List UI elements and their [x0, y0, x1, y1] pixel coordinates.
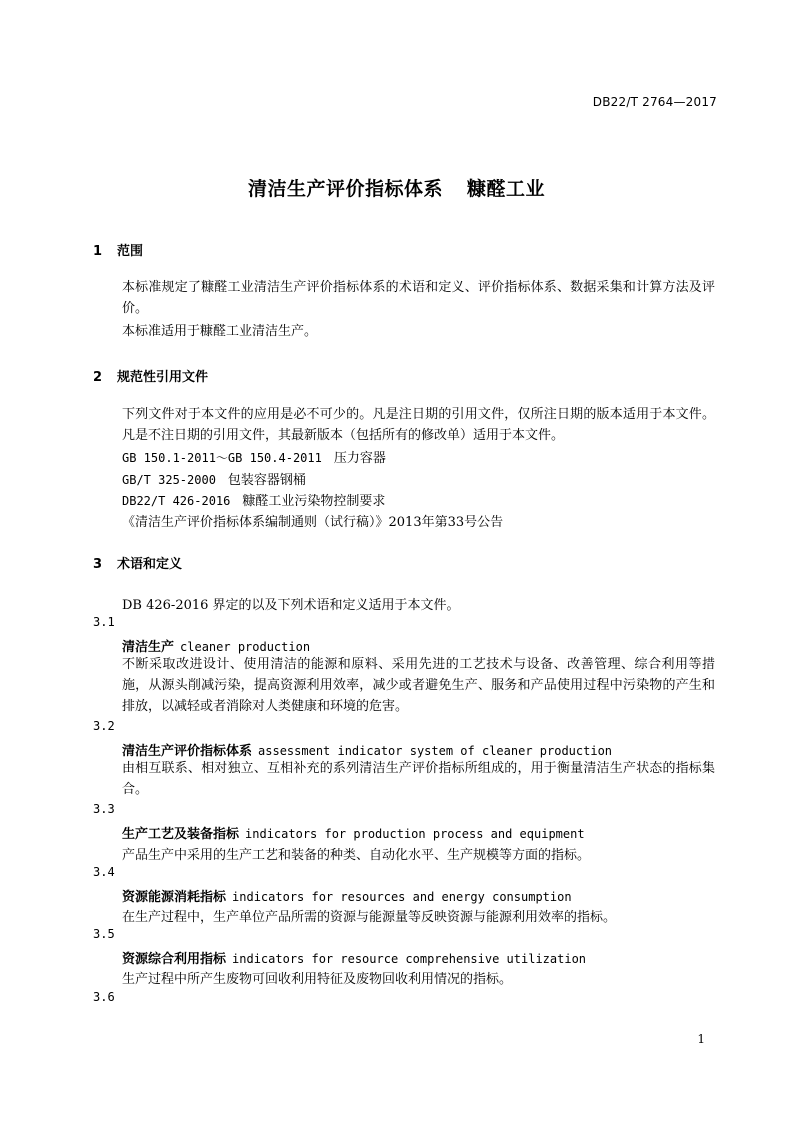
term-definition: 在生产过程中，生产单位产品所需的资源与能源量等反映资源与能源利用效率的指标。: [122, 910, 617, 925]
term-heading: 清洁生产评价指标体系 assessment indicator system of cleaner production: [122, 744, 613, 759]
reference-item: GB/T 325-2000 包装容器钢桶: [122, 473, 306, 488]
section-2-paragraph-1: 下列文件对于本文件的应用是必不可少的。凡是注日期的引用文件，仅所注日期的版本适用于本文件。凡是不注日期的引用文件，其最新版本（包括所有的修改单）适用于本文件。: [122, 407, 715, 443]
section-1-paragraph-1: 本标准规定了糠醛工业清洁生产评价指标体系的术语和定义、评价指标体系、数据采集和计算方法及评价。: [122, 280, 715, 316]
clause-number: 3.3: [93, 802, 115, 816]
clause-number: 3.2: [93, 719, 115, 733]
document-title: [0, 174, 793, 201]
section-1-paragraph-2: 本标准适用于糠醛工业清洁生产。: [122, 324, 318, 339]
reference-item: 《清洁生产评价指标体系编制通则（试行稿）》2013年第33号公告: [122, 515, 504, 530]
section-3-intro: DB 426-2016 界定的以及下列术语和定义适用于本文件。: [122, 598, 460, 613]
term-heading: 生产工艺及装备指标 indicators for production process and equipment: [122, 827, 585, 842]
title-main: 清洁生产评价指标体系: [247, 178, 443, 200]
reference-item: DB22/T 426-2016 糠醛工业污染物控制要求: [122, 494, 386, 509]
clause-number: 3.5: [93, 927, 115, 941]
page-number: 1: [697, 1032, 705, 1046]
clause-number: 3.1: [93, 615, 115, 629]
section-1-heading: 1 范围: [93, 244, 144, 259]
term-definition: 产品生产中采用的生产工艺和装备的种类、自动化水平、生产规模等方面的指标。: [122, 848, 591, 863]
section-3-heading: 3 术语和定义: [93, 557, 183, 572]
reference-item: GB 150.1-2011～GB 150.4-2011 压力容器: [122, 451, 386, 466]
term-heading: 清洁生产 cleaner production: [122, 640, 311, 655]
term-heading: 资源综合利用指标 indicators for resource comprehensive utilization: [122, 952, 587, 967]
section-2-heading: 2 规范性引用文件: [93, 370, 209, 385]
standard-code: DB22/T 2764—2017: [592, 95, 717, 109]
clause-number: 3.6: [93, 990, 115, 1004]
clause-number: 3.4: [93, 865, 115, 879]
term-definition: 生产过程中所产生废物可回收利用特征及废物回收利用情况的指标。: [122, 972, 513, 987]
title-sub: 糠醛工业: [467, 178, 546, 200]
term-definition: 由相互联系、相对独立、互相补充的系列清洁生产评价指标所组成的，用于衡量清洁生产状态的指标集合。: [122, 761, 715, 797]
term-heading: 资源能源消耗指标 indicators for resources and energy consumption: [122, 890, 572, 905]
term-definition: 不断采取改进设计、使用清洁的能源和原料、采用先进的工艺技术与设备、改善管理、综合利用等措施，从源头削减污染，提高资源利用效率，减少或者避免生产、服务和产品使用过程中污染物的产生和排放，以减轻或者消除对人类健康和环境的危害。: [122, 657, 715, 714]
